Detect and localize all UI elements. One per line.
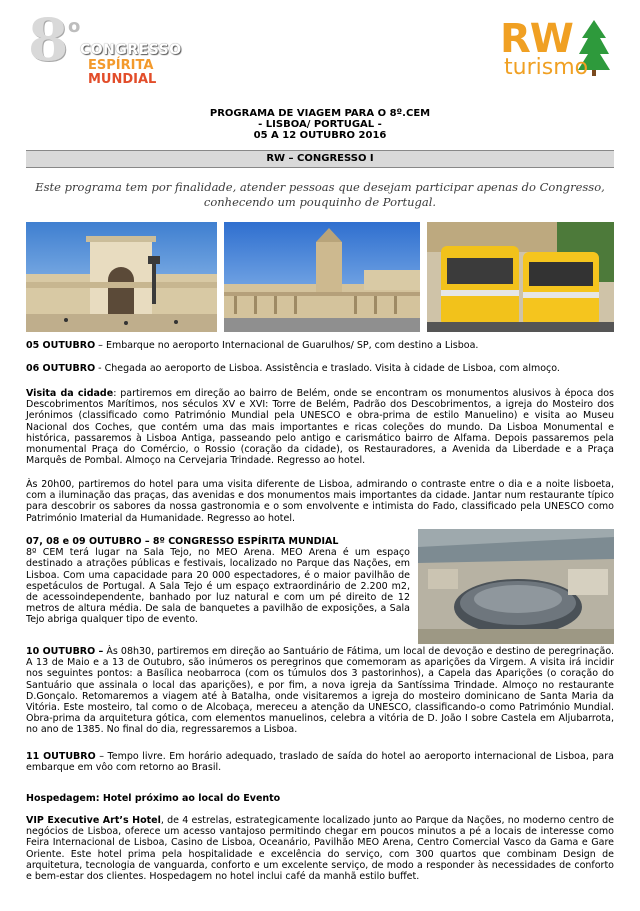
lodging-title-text: Hospedagem: Hotel próximo ao local do Evento xyxy=(26,793,281,804)
day-11 xyxy=(26,751,614,773)
night-tour-text: Às 20h00, partiremos do hotel para uma visita diferente de Lisboa, admirando o contraste entre o dia e a noite lisboeta, com a iluminação das praças, das avenidas e dos monumentos mais importantes da cidade. Jantar num restaurante típico para descobrir os sabores da nossa gastronomia e o som envolvente e intimista do Fado, classificado pela UNESCO como Património Imaterial da Humanidade. Regresso ao hotel. xyxy=(26,479,614,524)
day-06-text: - Chegada ao aeroporto de Lisboa. Assistência e traslado. Visita à cidade de Lisboa, com almoço. xyxy=(95,363,560,374)
logo-ordinal: o xyxy=(68,16,81,37)
logo-turismo: turismo xyxy=(504,55,589,80)
logo-line-3: MUNDIAL xyxy=(88,72,157,87)
hotel-description xyxy=(26,815,614,882)
congress-label: 07, 08 e 09 OUTUBRO – 8º CONGRESSO ESPÍRITA MUNDIAL xyxy=(26,536,339,547)
congress-days xyxy=(26,536,410,626)
day-06 xyxy=(26,363,614,374)
city-tour xyxy=(26,388,614,466)
logo-line-2: ESPÍRITA xyxy=(88,58,154,73)
day-10-label: 10 OUTUBRO – xyxy=(26,646,104,657)
day-05 xyxy=(26,340,614,351)
city-tour-text: : partiremos em direção ao bairro de Belém, onde se encontram os monumentos alusivos à época dos Descobrimentos Marítimos, nos séculos XV e XVI: Torre de Belém, Padrão dos Descobrimentos, a igreja do Mosteiro dos Jerónimos (classificado como Património Mundial pela UNESCO e obra-prima de estilo Manuelino) e visita ao Museu Nacional dos Coches, que contém uma das mais importantes e ricas coleções do mundo. Da Lisboa Monumental e histórica, passaremos à Lisboa Antiga, passeando pelo antigo e carismático bairro de Alfama. Depois passaremos pela monumental Praça do Comércio, o Rossio (coração da cidade), os Restauradores, a Avenida da Liberdade e a Praça Marquês de Pombal. Almoço na Cervejaria Trindade. Regresso ao hotel. xyxy=(26,388,614,467)
rw-turismo-logo xyxy=(500,18,610,82)
logo-rw: RW xyxy=(500,16,573,62)
intro-line-2: conhecendo um pouquinho de Portugal. xyxy=(203,195,437,209)
program-dates: 05 A 12 OUTUBRO 2016 xyxy=(253,130,387,141)
photo-praca-do-comercio xyxy=(26,222,217,332)
hotel-text: , de 4 estrelas, estrategicamente localizado junto ao Parque da Nações, no moderno centro de negócios de Lisboa, oferece um acesso vantajoso permitindo chegar em poucos minutos a pé a locais de interesse como Feira Internacional de Lisboa, Casino de Lisboa, Oceanário, Pavilhão MEO Arena, Centro Comercial Vasco da Gama e Gare Oriente. Este hotel prima pela hospitalidade e excelência do serviço, com 300 quartos que combinam Design de arquitetura, tecnologia de vanguarda, conforto e um excelente serviço, de modo a responder às necessidades de conforto e bem-estar dos clientes. Hospedagem no hotel inclui café da manhã estilo buffet. xyxy=(26,815,614,883)
night-tour xyxy=(26,479,614,524)
congress-text: 8º CEM terá lugar na Sala Tejo, no MEO Arena. MEO Arena é um espaço destinado a atrações públicas e festivais, localizado no Parque das Nações, em Lisboa. Com uma capacidade para 20 000 espectadores, é o maior pavilhão de espetáculos de Portugal. A Sala Tejo é um espaço extraordinário de 2.200 m2, de acessoindependente, banhado por luz natural e com um pé direito de 12 metros de altura média. De sala de banquetes a pavilhão de exposições, a Sala Tejo abriga qualquer tipo de evento. xyxy=(26,547,410,626)
photo-meo-arena xyxy=(418,529,614,644)
program-title-2: - LISBOA/ PORTUGAL - xyxy=(258,119,382,130)
program-title-1: PROGRAMA DE VIAGEM PARA O 8º.CEM xyxy=(209,108,431,119)
day-10-text: Às 08h30, partiremos em direção ao Santuário de Fátima, um local de devoção e destino de peregrinação. A 13 de Maio e a 13 de Outubro, são inúmeros os peregrinos que comemoram as aparições da Virgem. A visita irá incidir nos seguintes pontos: a Basílica neobarroca (com os túmulos dos 3 pastorinhos), a Capela das Aparições (o coração do Santuário que assinala o local das aparições), e por fim, a nova igreja da Santíssima Trindade. Almoço no restaurante D.Gonçalo. Retomaremos a viagem até à Batalha, onde visitaremos a igreja do mosteiro dominicano de Santa Maria da Vitória. Este mosteiro, tal como o de Alcobaça, mereceu a atenção da UNESCO, classificando-o como Património Mundial. Obra-prima da arquitetura gótica, com elementos manuelinos, celebra a vitória de D. João I sobre Castela em Aljubarrota, no ano de 1385. No final do dia, regressaremos a Lisboa. xyxy=(26,646,614,736)
logo-line-1: CONGRESSO xyxy=(80,42,182,58)
day-05-text: – Embarque no aeroporto Internacional de Guarulhos/ SP, com destino a Lisboa. xyxy=(95,340,479,351)
intro-line-1: Este programa tem por finalidade, atender pessoas que desejam participar apenas do Congresso, xyxy=(35,180,605,194)
lodging-title xyxy=(26,793,614,804)
city-tour-label: Visita da cidade xyxy=(26,388,114,399)
section-bar: RW – CONGRESSO I xyxy=(26,150,614,168)
photo-electricos-lisboa xyxy=(427,222,614,332)
hotel-name: VIP Executive Art’s Hotel xyxy=(26,815,161,826)
day-11-label: 11 OUTUBRO xyxy=(26,751,96,762)
day-11-text: – Tempo livre. Em horário adequado, traslado de saída do hotel ao aeroporto internacional de Lisboa, para embarque em vôo com retorno ao Brasil. xyxy=(26,751,614,774)
congresso-logo xyxy=(22,6,182,88)
logo-number: 8 xyxy=(28,6,69,74)
day-05-label: 05 OUTUBRO xyxy=(26,340,96,351)
day-10 xyxy=(26,646,614,736)
photo-mosteiro-jeronimos xyxy=(224,222,420,332)
day-06-label: 06 OUTUBRO xyxy=(26,363,96,374)
